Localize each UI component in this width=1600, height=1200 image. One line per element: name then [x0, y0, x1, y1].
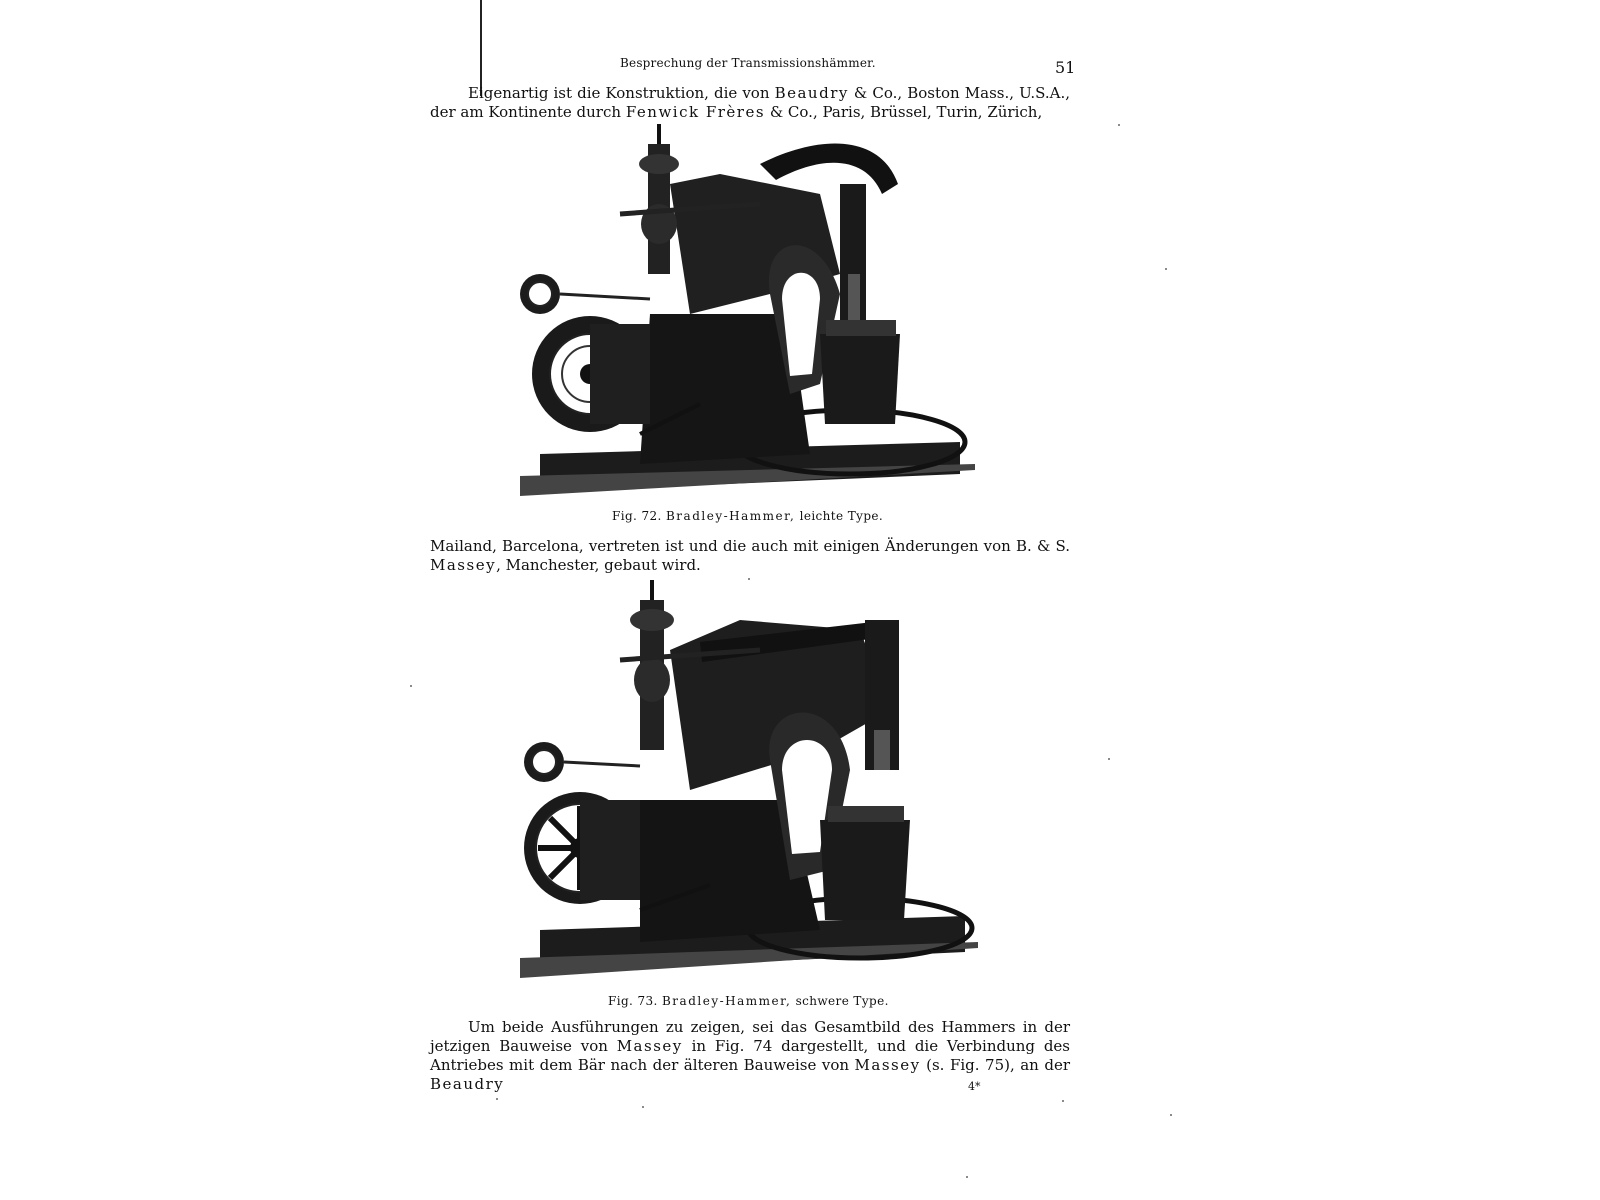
pulley-drum: [580, 800, 640, 900]
scan-edge-rule: [480, 0, 482, 96]
ram: [874, 730, 890, 770]
caption-suffix: schwere Type.: [795, 994, 889, 1008]
figure-72-caption: [612, 509, 883, 523]
scan-speck: [410, 685, 412, 687]
anvil-block: [820, 820, 910, 920]
caption-prefix: Fig. 72.: [612, 509, 662, 523]
idler-pulley-face: [528, 282, 552, 306]
anvil-die: [828, 806, 904, 822]
idler-arm: [560, 294, 650, 299]
figure-72-illustration: [520, 124, 980, 510]
hammer-heavy-type-drawing: [520, 580, 980, 992]
pulley-drum: [590, 324, 650, 424]
column-cap: [630, 609, 674, 631]
text-run: Um beide Ausführungen zu zeigen, sei das Gesamtbild des Hammers in der jetzigen Bauweise von: [430, 1018, 1070, 1055]
signature-mark: 4*: [968, 1080, 981, 1093]
scan-speck: [966, 1176, 968, 1178]
scan-speck: [1165, 268, 1167, 270]
scan-speck: [1108, 758, 1110, 760]
figure-73-caption: [608, 994, 889, 1008]
paragraph-continuation: [430, 537, 1070, 575]
scan-speck: [1118, 124, 1120, 126]
text-run: & Co., Boston Mass., U.S.A., der am Kontinente durch: [430, 84, 1071, 121]
idler-pulley-face: [532, 750, 556, 774]
caption-name: Bradley-Hammer,: [665, 509, 796, 523]
text-run: & Co., Paris, Brüssel, Turin, Zürich,: [765, 103, 1043, 121]
text-spaced-name: Massey: [430, 556, 497, 574]
anvil-block: [820, 334, 900, 424]
scan-speck: [1170, 1114, 1172, 1116]
text-run: in Fig. 74 dargestellt, und die Verbindung des Antriebes mit dem Bär nach der älteren Bauweise von: [430, 1037, 1070, 1074]
figure-73-illustration: [520, 580, 980, 992]
text-run: Mailand, Barcelona, vertreten ist und die auch mit einigen Änderungen von B. & S.: [430, 537, 1070, 555]
text-spaced-name: Beaudry: [430, 1075, 505, 1093]
text-run: Eigenartig ist die Konstruktion, die von: [468, 84, 775, 102]
paragraph-text: [430, 84, 1070, 122]
scan-speck: [496, 1098, 498, 1100]
text-run: , Manchester, gebaut wird.: [496, 556, 701, 574]
paragraph-intro: [430, 84, 1070, 122]
text-spaced-name: Massey: [616, 1037, 683, 1055]
anvil-die: [826, 320, 896, 336]
caption-suffix: leichte Type.: [799, 509, 884, 523]
scan-speck: [1062, 1100, 1064, 1102]
page-number: 51: [1055, 58, 1076, 77]
text-spaced-name: Massey: [854, 1056, 921, 1074]
text-run: (s. Fig. 75), an der: [920, 1056, 1070, 1074]
running-header: Besprechung der Transmissionshämmer.: [620, 56, 876, 70]
scan-speck: [748, 578, 750, 580]
paragraph-text: [430, 537, 1070, 575]
text-spaced-name: Beaudry: [774, 84, 849, 102]
spring-cylinder: [634, 658, 670, 702]
column-cap: [639, 154, 679, 174]
text-spaced-name: Fenwick Frères: [625, 103, 766, 121]
idler-arm: [564, 762, 640, 766]
scan-speck: [642, 1106, 644, 1108]
hammer-light-type-drawing: [520, 124, 980, 510]
caption-prefix: Fig. 73.: [608, 994, 658, 1008]
caption-name: Bradley-Hammer,: [661, 994, 792, 1008]
